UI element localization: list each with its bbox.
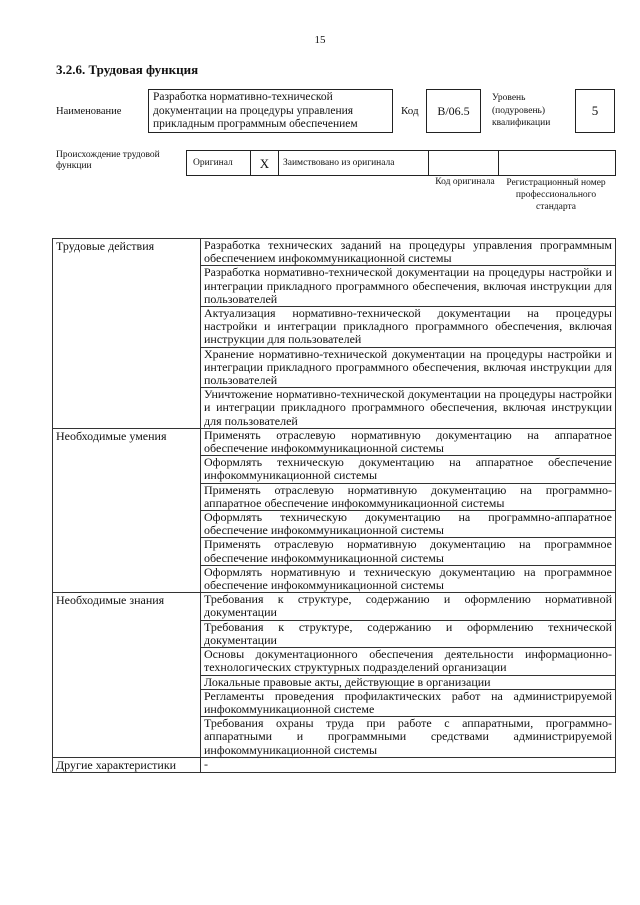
function-name-box (148, 89, 393, 133)
section-heading: Необходимые знания (53, 593, 201, 757)
origin-label: Происхождение трудовой функции (56, 150, 160, 171)
section-item: Применять отраслевую нормативную документацию на аппаратное обеспечение инфокоммуникационной системы (201, 428, 616, 455)
origin-row (186, 150, 616, 176)
section-item: - (201, 757, 616, 772)
page-number: 15 (314, 34, 326, 46)
section-item: Разработка технических заданий на процедуры управления программным обеспечением инфокоммуникационной системы (201, 239, 616, 266)
section-title: 3.2.6. Трудовая функция (56, 62, 199, 77)
reg-number-caption: Регистрационный номер профессионального стандарта (506, 178, 606, 212)
section-heading: Необходимые умения (53, 428, 201, 592)
code-label: Код (401, 105, 419, 117)
code-original-cell (429, 151, 499, 175)
level-box (575, 89, 615, 133)
function-name-value: Разработка нормативно-технической документации на процедуры управления прикладным программным обеспечением (153, 91, 358, 130)
section-heading: Трудовые действия (53, 239, 201, 429)
table-row (53, 757, 616, 772)
reg-number-cell (499, 151, 615, 175)
function-table (52, 238, 616, 773)
section-item: Применять отраслевую нормативную документацию на программное обеспечение инфокоммуникационной системы (201, 538, 616, 565)
table-row (53, 428, 616, 455)
code-original-caption: Код оригинала (435, 177, 495, 187)
section-item: Разработка нормативно-технической документации на процедуры настройки и интеграции прикладного программного обеспечения, включая инструкции для пользователей (201, 266, 616, 307)
level-value: 5 (591, 103, 599, 118)
table-row (53, 239, 616, 266)
section-item: Уничтожение нормативно-технической документации на процедуры настройки и интеграции прикладного программного обеспечения, включая инструкции для пользователей (201, 388, 616, 429)
borrowed-label: Заимствовано из оригинала (279, 151, 429, 175)
section-item: Оформлять техническую документацию на программно-аппаратное обеспечение инфокоммуникационной системы (201, 511, 616, 538)
section-item: Применять отраслевую нормативную документацию на программно-аппаратное обеспечение инфокоммуникационной системы (201, 483, 616, 510)
section-item: Регламенты проведения профилактических работ на администрируемой инфокоммуникационной системе (201, 689, 616, 716)
section-item: Оформлять нормативную и техническую документацию на программное обеспечение инфокоммуникационной системы (201, 565, 616, 592)
level-label: Уровень (подуровень) квалификации (492, 93, 551, 128)
code-box (426, 89, 481, 133)
section-item: Актуализация нормативно-технической документации на процедуры настройки и интеграции прикладного программного обеспечения, включая инструкции для пользователей (201, 307, 616, 348)
section-item: Основы документационного обеспечения деятельности информационно-технологических структурных подразделений организации (201, 648, 616, 675)
section-item: Локальные правовые акты, действующие в организации (201, 675, 616, 689)
section-item: Оформлять техническую документацию на аппаратное обеспечение инфокоммуникационной системы (201, 456, 616, 483)
name-label: Наименование (56, 106, 122, 117)
original-label: Оригинал (187, 151, 251, 175)
code-value: B/06.5 (437, 103, 470, 118)
section-item: Требования охраны труда при работе с аппаратными, программно-аппаратными и программными средствами администрируемой инфокоммуникационной системы (201, 717, 616, 758)
section-item: Требования к структуре, содержанию и оформлению технической документации (201, 620, 616, 647)
section-heading: Другие характеристики (53, 757, 201, 772)
original-mark: X (251, 151, 279, 175)
section-item: Требования к структуре, содержанию и оформлению нормативной документации (201, 593, 616, 620)
table-row (53, 593, 616, 620)
section-item: Хранение нормативно-технической документации на процедуры настройки и интеграции прикладного программного обеспечения, включая инструкции для пользователей (201, 347, 616, 388)
